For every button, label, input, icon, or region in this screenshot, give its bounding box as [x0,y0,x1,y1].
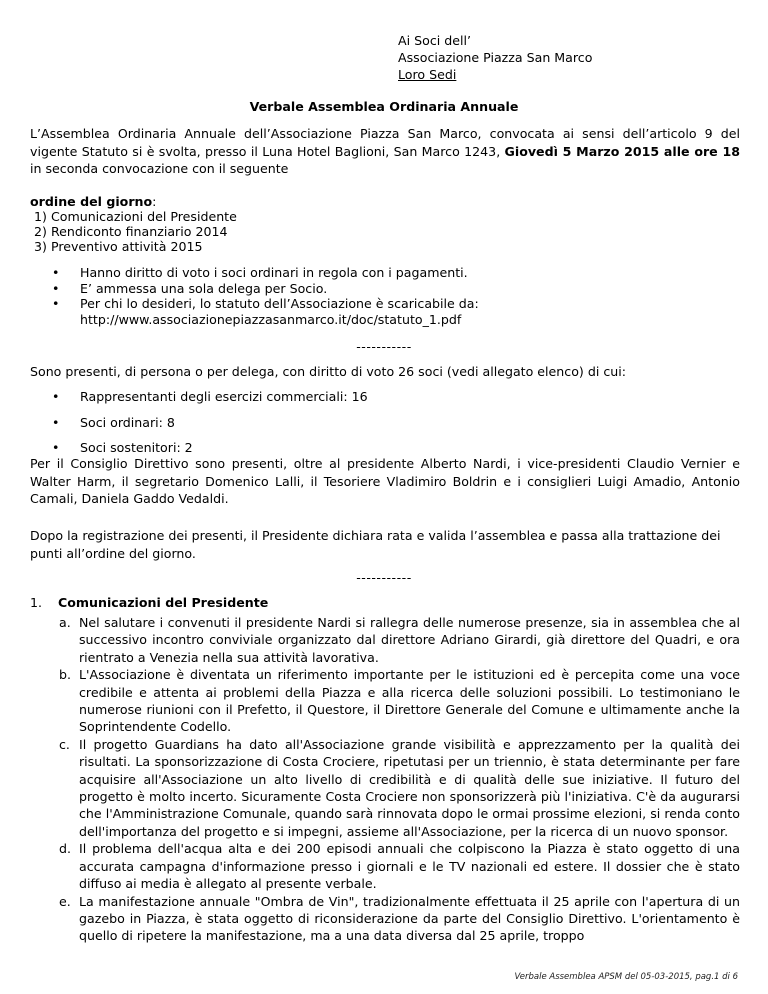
intro-paragraph [30,125,740,178]
bullet-icon: • [52,414,60,430]
opening-paragraph: Dopo la registrazione dei presenti, il Presidente dichiara rata e valida l’assemblea e passa alla trattazione dei punti all’ordine del giorno. [30,528,721,561]
list-item [52,389,742,405]
categories-list [52,389,742,456]
section-number: 1. [30,595,43,610]
list-item [59,840,740,892]
agenda-item [30,224,237,239]
agenda-item [30,239,237,254]
category-text: Soci sostenitori: 2 [80,440,193,455]
note-text: Hanno diritto di voto i soci ordinari in regola con i pagamenti. [80,265,468,280]
recipient-block [398,32,592,83]
bullet-icon: • [52,265,60,280]
bullet-icon: • [52,280,60,296]
agenda-item-text: Rendiconto finanziario 2014 [50,224,228,239]
list-item [52,265,742,281]
list-item [52,415,742,431]
list-item [59,666,740,736]
list-item [52,440,742,456]
agenda-item [30,209,237,224]
list-item [59,893,740,945]
meeting-date: Giovedì 5 Marzo 2015 alle ore 18 [504,143,740,159]
agenda [30,194,237,254]
point-text: Nel salutare i convenuti il presidente Nardi si rallegra delle numerose presenze, sia in assemblea che al successivo incontro conviviale organizzato dal direttore Adriano Girardi, già direttore del Quadri, e ora rientrato a Venezia nella sua attività lavorativa. [79,615,740,665]
agenda-item-number: 2) [34,224,47,239]
separator: ----------- [356,339,412,354]
agenda-item-text: Preventivo attività 2015 [50,239,203,254]
intro-text: L’Assemblea Ordinaria Annuale dell’Associazione Piazza San Marco, convocata ai sensi dell’articolo 9 del vigente Statuto si è svolta, presso il Luna Hotel Baglioni, San Marco 1243, [30,126,740,159]
agenda-heading: ordine del giorno [30,194,153,209]
agenda-item-number: 3) [34,239,47,254]
bullet-icon: • [52,296,60,311]
point-letter: a. [59,615,71,630]
list-item [52,296,742,327]
bullet-icon: • [52,389,60,404]
section-heading [30,595,268,610]
point-text: Il progetto Guardians ha dato all'Associazione grande visibilità e apprezzamento per la qualità dei risultati. La sponsorizzazione di Costa Crociere, ripetutasi per un triennio, è stata determinante per fare acquisire all'Associazione un alto livello di credibilità e di qualità delle sue iniziative. Il futuro del progetto è molto incerto. Sicuramente Costa Crociere non sponsorizzerà più l'iniziativa. C'è da augurarsi che l'Amministrazione Comunale, quando sarà rinnovata dopo le ormai prossime elezioni, si renda conto dell'importanza del progetto e si impegni, assieme all'Associazione, per la ricerca di un nuovo sponsor. [79,736,740,839]
point-text: L'Associazione è diventata un riferimento importante per le istituzioni ed è percepita come una voce credibile e attenta ai problemi della Piazza e alla ricerca delle soluzioni possibili. Lo testimoniano le numerose riunioni con il Prefetto, il Questore, il Direttore Generale del Comune e ultimamente anche la Soprintendente Codello. [79,667,740,735]
page-footer: Verbale Assemblea APSM del 05-03-2015, pag.1 di 6 [514,972,738,982]
agenda-item-number: 1) [34,209,47,224]
point-letter: e. [59,893,71,909]
bullet-icon: • [52,440,60,455]
point-letter: c. [59,736,70,752]
recipient-line-3: Loro Sedi [398,67,457,82]
separator: ----------- [356,570,412,585]
statute-link[interactable]: http://www.associazionepiazzasanmarco.it/doc/statuto_1.pdf [80,311,462,327]
section-title: Comunicazioni del Presidente [58,595,269,610]
note-text: Per chi lo desideri, lo statuto dell’Associazione è scaricabile da: [80,296,479,311]
agenda-item-text: Comunicazioni del Presidente [50,209,237,224]
recipient-line-1: Ai Soci dell’ [398,33,471,48]
recipient-line-2: Associazione Piazza San Marco [398,50,593,65]
list-item [59,736,740,840]
agenda-colon: : [152,194,157,209]
document-title: Verbale Assemblea Ordinaria Annuale [249,99,519,114]
attendance-text: Sono presenti, di persona o per delega, con diritto di voto 26 soci (vedi allegato elenco) di cui: [30,364,626,379]
point-text: Il problema dell'acqua alta e dei 200 episodi annuali che colpiscono la Piazza è stato oggetto di una accurata campagna d'informazione presso i giornali e le TV nazionali ed estere. Il dossier che è stato diffuso ai media è allegato al presente verbale. [79,841,740,892]
note-text: E’ ammessa una sola delega per Socio. [80,280,328,296]
category-text: Rappresentanti degli esercizi commerciali: 16 [80,389,368,404]
notes-list [52,265,742,327]
points-list [59,614,740,945]
list-item [59,614,740,666]
point-letter: d. [59,841,71,857]
point-letter: b. [59,667,71,683]
list-item [52,281,742,297]
council-paragraph: Per il Consiglio Direttivo sono presenti, oltre al presidente Alberto Nardi, i vice-presidenti Claudio Vernier e Walter Harm, il segretario Domenico Lalli, il Tesoriere Vladimiro Boldrin e i consiglieri Luigi Amadio, Antonio Camali, Daniela Gaddo Vedaldi. [30,456,740,506]
category-text: Soci ordinari: 8 [80,414,175,430]
point-text: La manifestazione annuale "Ombra de Vin", tradizionalmente effettuata il 25 aprile con l'apertura di un gazebo in Piazza, è stata oggetto di riconsiderazione da parte del Consiglio Direttivo. L'orientamento è quello di ripetere la manifestazione, ma a una data diversa dal 25 aprile, troppo [79,893,740,944]
intro-tail: in seconda convocazione con il seguente [30,161,289,176]
